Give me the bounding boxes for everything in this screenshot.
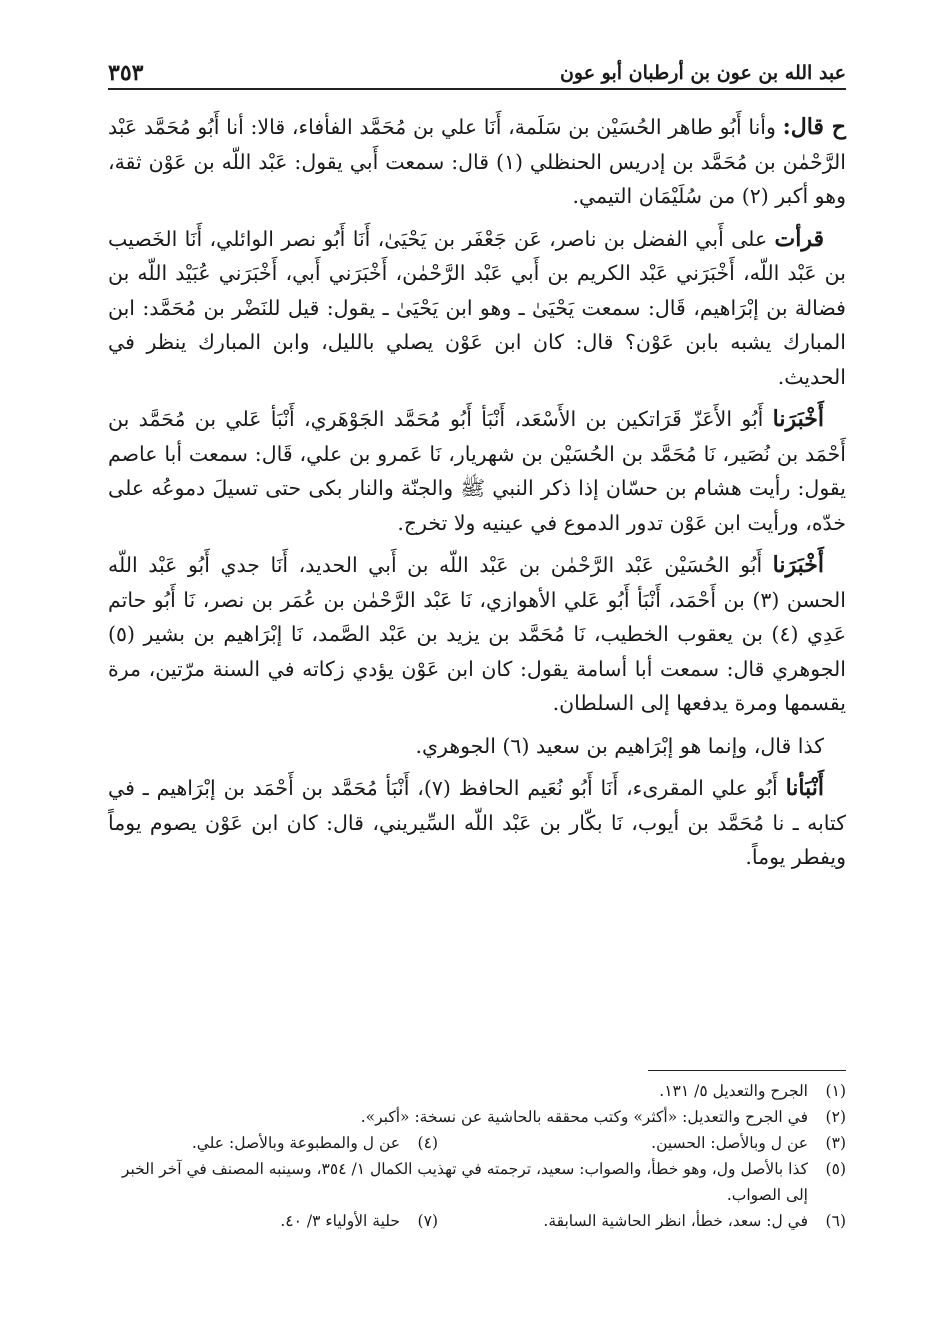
footnote-text: في الجرح والتعديل: «أكثر» وكتب محققه بالحاشية عن نسخة: «أكبر». bbox=[360, 1108, 808, 1126]
footnote bbox=[108, 1078, 846, 1104]
paragraph-lead: ح قال: bbox=[782, 114, 846, 140]
paragraph-text: أَبُو الحُسَيْن عَبْد الرَّحْمٰن بن عَبْد اللّه بن أَبي الحديد، أَنَا جدي أَبُو عَبْد اللّه الحسن (٣) بن أَحْمَد، أَنْبَأ أَبُو عَلي الأهوازي، نَا عَبْد الرَّحْمٰن بن عُمَر بن نصر، نَا أَبُو حاتم عَدِي (٤) بن يعقوب الخطيب، نَا مُحَمَّد بن يزيد بن عَبْد الصَّمد، نَا إبْرَاهيم بن بشير (٥) الجوهري قال: سمعت أبا أسامة يقول: كان ابن عَوْن يؤدي زكاته في السنة مرّتين، مرة يقسمها ومرة يدفعها إلى السلطان. bbox=[108, 553, 846, 715]
footnote-number: (٤) bbox=[417, 1134, 438, 1152]
footnote-pair bbox=[108, 1130, 846, 1156]
main-text bbox=[108, 110, 846, 883]
paragraph bbox=[108, 771, 846, 875]
paragraph-text: على أَبي الفضل بن ناصر، عَن جَعْفَر بن يَحْيَىٰ، أَنَا أَبُو نصر الوائلي، أَنَا الخَصيب بن عَبْد اللّه، أَخْبَرَني عَبْد الكريم بن أَبي عَبْد الرَّحْمٰن، أَخْبَرَني أَبي، أَخْبَرَني عُبَيْد اللّه بن فضالة بن إبْرَاهيم، قَال: سمعت يَحْيَىٰ ـ وهو ابن يَحْيَىٰ ـ يقول: قيل للنَضْر بن مُحَمَّد: ابن المبارك يشبه بابن عَوْن؟ قال: كان ابن عَوْن يصلي بالليل، وابن المبارك ينظر في الحديث. bbox=[108, 226, 846, 389]
footnote-pair bbox=[108, 1208, 846, 1234]
footnote-text: الجرح والتعديل ٥/ ١٣١. bbox=[659, 1082, 808, 1100]
footnote-separator bbox=[648, 1070, 846, 1071]
footnotes bbox=[108, 1078, 846, 1234]
paragraph bbox=[108, 222, 846, 395]
paragraph bbox=[108, 402, 846, 540]
footnote-text: في ل: سعد، خطأ، انظر الحاشية السابقة. bbox=[543, 1212, 808, 1230]
paragraph-lead: أَخْبَرَنا bbox=[772, 552, 824, 578]
footnote-number: (٣) bbox=[825, 1134, 846, 1152]
paragraph bbox=[108, 548, 846, 721]
page-number: ٣٥٣ bbox=[108, 60, 144, 86]
paragraph-lead: أَخْبَرَنا bbox=[772, 406, 824, 432]
paragraph-text: كذا قال، وإنما هو إبْرَاهيم بن سعيد (٦) الجوهري. bbox=[415, 733, 824, 758]
footnote-number: (٦) bbox=[825, 1212, 846, 1230]
paragraph bbox=[108, 729, 846, 764]
footnote-text: عن ل وبالأصل: الحسين. bbox=[651, 1134, 808, 1152]
paragraph-lead: قرأت bbox=[774, 225, 824, 252]
footnote-number: (٧) bbox=[417, 1212, 438, 1230]
footnote-text: كذا بالأصل ول، وهو خطأ، والصواب: سعيد، ترجمته في تهذيب الكمال ١/ ٣٥٤، وسينبه المصنف في آخر الخبر إلى الصواب. bbox=[121, 1160, 808, 1204]
running-header bbox=[108, 52, 846, 90]
footnote-text: حلية الأولياء ٣/ ٤٠. bbox=[280, 1212, 400, 1230]
paragraph bbox=[108, 110, 846, 214]
paragraph-text: وأنا أَبُو طاهر الحُسَيْن بن سَلَمة، أَنَا علي بن مُحَمَّد الفأفاء، قالا: أنا أَبُو مُحَمَّد عَبْد الرَّحْمٰن بن مُحَمَّد بن إدريس الحنظلي (١) قال: سمعت أَبي يقول: عَبْد اللّه بن عَوْن ثقة، وهو أكبر (٢) من سُلَيْمَان التيمي. bbox=[108, 115, 846, 208]
footnote-text: عن ل والمطبوعة وبالأصل: علي. bbox=[191, 1134, 400, 1152]
footnote-number: (٢) bbox=[825, 1108, 846, 1126]
header-title: عبد الله بن عون بن أرطبان أبو عون bbox=[559, 62, 846, 84]
paragraph-text: أَبُو الأَعَزّ قَرَاتكين بن الأَسْعَد، أَنْبَأ أَبُو مُحَمَّد الجَوْهَري، أَنْبَأ عَلي بن مُحَمَّد بن أَحْمَد بن نُصَير، نَا مُحَمَّد بن الحُسَيْن بن شهريار، نَا عَمرو بن علي، قَال: سمعت أبا عاصم يقول: رأيت هشام بن حسّان إذا ذكر النبي ﷺ والجنّة والنار بكى حتى تسيلَ دموعُه على خدّه، ورأيت ابن عَوْن تدور الدموع في عينيه ولا تخرج. bbox=[108, 407, 846, 535]
footnote-number: (٥) bbox=[825, 1160, 846, 1178]
paragraph-text: أَبُو علي المقرىء، أَنَا أَبُو نُعَيم الحافظ (٧)، أَنْبَأ مُحَمَّد بن أَحْمَد بن إبْرَاهيم ـ في كتابه ـ نا مُحَمَّد بن أيوب، نَا بكّار بن عَبْد اللّه السِّيريني، قال: كان ابن عَوْن يصوم يوماً ويفطر يوماً. bbox=[108, 776, 846, 869]
paragraph-lead: أَنْبَأنا bbox=[785, 775, 824, 801]
footnote-number: (١) bbox=[825, 1082, 846, 1100]
footnote bbox=[108, 1104, 846, 1130]
footnote bbox=[108, 1156, 846, 1208]
